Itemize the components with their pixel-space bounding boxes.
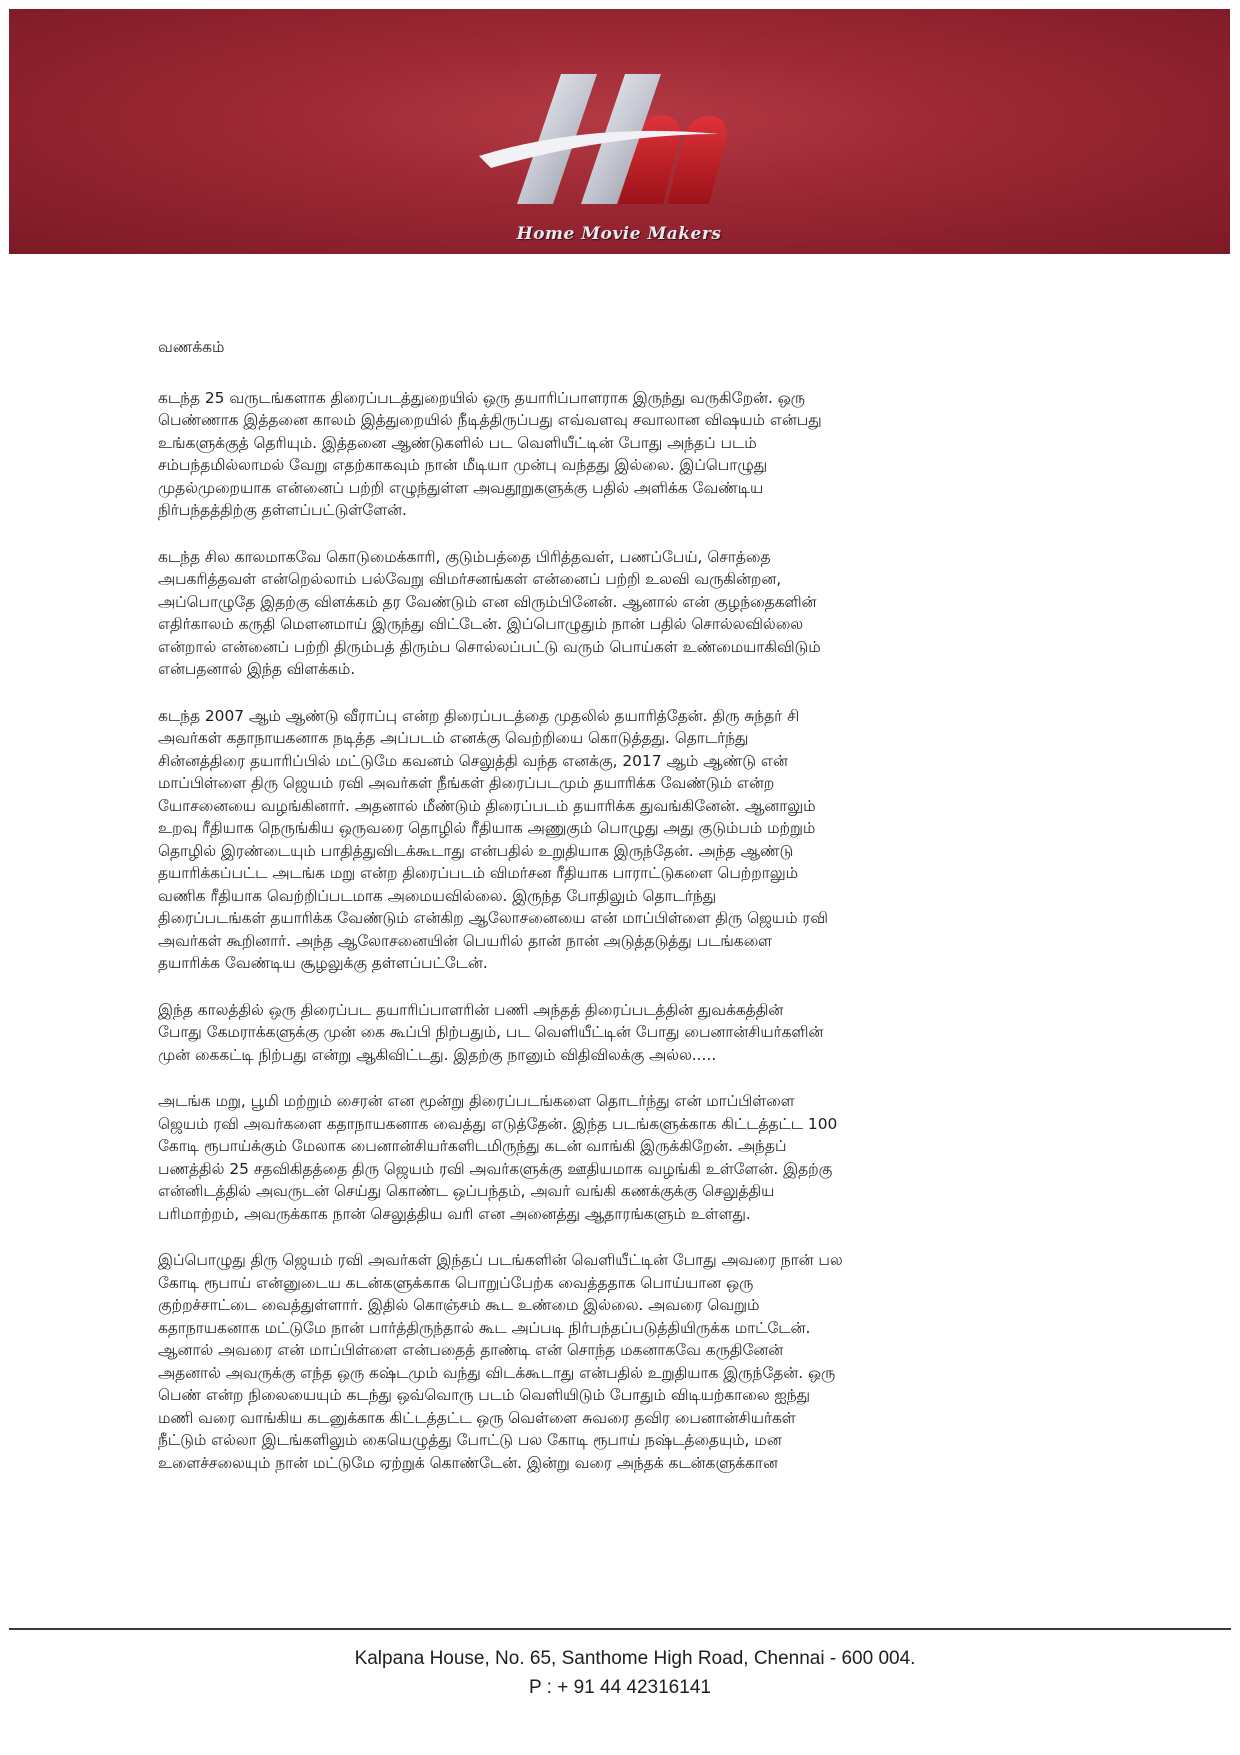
- footer-phone: P : + 91 44 42316141: [529, 1677, 711, 1698]
- text-line: முன் கைகட்டி நிற்பது என்று ஆகிவிட்டது. இதற்கு நானும் விதிவிலக்கு அல்ல.....: [158, 1045, 717, 1064]
- text-line: திரைப்படங்கள் தயாரிக்க வேண்டும் என்கிற ஆலோசனையை என் மாப்பிள்ளை திரு ஜெயம் ரவி: [158, 909, 828, 927]
- text-line: கதாநாயகனாக மட்டுமே நான் பார்த்திருந்தால் கூட அப்படி நிர்பந்தப்படுத்தியிருக்க மாட்டேன்.: [158, 1318, 811, 1337]
- text-line: என்பதனால் இந்த விளக்கம்.: [158, 660, 356, 678]
- text-line: ஜெயம் ரவி அவர்களை கதாநாயகனாக வைத்து எடுத்தேன். இந்த படங்களுக்காக கிட்டத்தட்ட 100: [158, 1114, 838, 1133]
- text-line: எதிர்காலம் கருதி மௌனமாய் இருந்து விட்டேன். இப்பொழுதும் நான் பதில் சொல்லவில்லை: [158, 615, 804, 633]
- brand-logo: [469, 64, 769, 254]
- paragraph: [158, 387, 1118, 522]
- salutation: வணக்கம்: [158, 338, 225, 356]
- text-line: ஆனால் அவரை என் மாப்பிள்ளை என்பதைத் தாண்டி என் சொந்த மகனாகவே கருதினேன்: [158, 1341, 784, 1359]
- text-line: கடந்த சில காலமாகவே கொடுமைக்காரி, குடும்பத்தை பிரித்தவள், பணப்பேய், சொத்தை: [158, 547, 771, 566]
- text-line: தயாரிக்கப்பட்ட அடங்க மறு என்ற திரைப்படம் விமர்சன ரீதியாக பாராட்டுகளை பெற்றாலும்: [158, 864, 799, 882]
- text-line: நிர்பந்தத்திற்கு தள்ளப்பட்டுள்ளேன்.: [158, 501, 407, 519]
- brand-name: Home Movie Makers: [516, 224, 722, 244]
- text-line: அபகரித்தவள் என்றெல்லாம் பல்வேறு விமர்சனங்கள் என்னைப் பற்றி உலவி வருகின்றன,: [158, 570, 782, 588]
- text-line: முதல்முறையாக என்னைப் பற்றி எழுந்துள்ள அவதூறுகளுக்கு பதில் அளிக்க வேண்டிய: [158, 478, 764, 497]
- text-line: அப்பொழுதே இதற்கு விளக்கம் தர வேண்டும் என விரும்பினேன். ஆனால் என் குழந்தைகளின்: [158, 592, 817, 611]
- text-line: உங்களுக்குத் தெரியும். இத்தனை ஆண்டுகளில் பட வெளியீட்டின் போது அந்தப் படம்: [158, 433, 757, 452]
- letter-body: [158, 336, 1118, 1498]
- header-banner: [9, 9, 1230, 254]
- text-line: உளைச்சலையும் நான் மட்டுமே ஏற்றுக் கொண்டேன். இன்று வரை அந்தக் கடன்களுக்கான: [158, 1453, 778, 1472]
- text-line: பெண் என்ற நிலையையும் கடந்து ஒவ்வொரு படம் வெளியிடும் போதும் விடியற்காலை ஐந்து: [158, 1386, 810, 1404]
- text-line: வணிக ரீதியாக வெற்றிப்படமாக அமையவில்லை. இருந்த போதிலும் தொடர்ந்து: [158, 886, 717, 905]
- text-line: யோசனையை வழங்கினார். அதனால் மீண்டும் திரைப்படம் தயாரிக்க துவங்கினேன். ஆனாலும்: [158, 796, 816, 815]
- text-line: என்றால் என்னைப் பற்றி திரும்பத் திரும்ப சொல்லப்பட்டு வரும் பொய்கள் உண்மையாகிவிடும்: [158, 637, 821, 656]
- text-line: தயாரிக்க வேண்டிய சூழலுக்கு தள்ளப்பட்டேன்.: [158, 954, 488, 972]
- paragraph: [158, 999, 1118, 1067]
- hmm-logo-icon: [469, 64, 769, 224]
- text-line: கடந்த 25 வருடங்களாக திரைப்படத்துறையில் ஒரு தயாரிப்பாளராக இருந்து வருகிறேன். ஒரு: [158, 388, 805, 407]
- text-line: அவர்கள் கதாநாயகனாக நடித்த அப்படம் எனக்கு வெற்றியை கொடுத்தது. தொடர்ந்து: [158, 729, 749, 747]
- text-line: மாப்பிள்ளை திரு ஜெயம் ரவி அவர்கள் நீங்கள் திரைப்படமும் தயாரிக்க வேண்டும் என்ற: [158, 774, 775, 792]
- text-line: இந்த காலத்தில் ஒரு திரைப்பட தயாரிப்பாளரின் பணி அந்தத் திரைப்படத்தின் துவக்கத்தின்: [158, 1000, 784, 1019]
- paragraph: [158, 1090, 1118, 1225]
- text-line: நீட்டும் எல்லா இடங்களிலும் கையெழுத்து போட்டு பல கோடி ரூபாய் நஷ்டத்தையும், மன: [158, 1431, 782, 1449]
- paragraph: [158, 1249, 1118, 1474]
- text-line: உறவு ரீதியாக நெருங்கிய ஒருவரை தொழில் ரீதியாக அணுகும் பொழுது அது குடும்பம் மற்றும்: [158, 819, 816, 837]
- text-line: போது கேமராக்களுக்கு முன் கை கூப்பி நிற்பதும், பட வெளியீட்டின் போது பைனான்சியர்களின்: [158, 1023, 824, 1041]
- text-line: இப்பொழுது திரு ஜெயம் ரவி அவர்கள் இந்தப் படங்களின் வெளியீட்டின் போது அவரை நான் பல: [158, 1251, 843, 1269]
- text-line: என்னிடத்தில் அவருடன் செய்து கொண்ட ஒப்பந்தம், அவர் வங்கி கணக்குக்கு செலுத்திய: [158, 1182, 775, 1200]
- text-line: கடந்த 2007 ஆம் ஆண்டு வீராப்பு என்ற திரைப்படத்தை முதலில் தயாரித்தேன். திரு சுந்தர் சி: [158, 706, 800, 725]
- footer-divider: [9, 1628, 1231, 1630]
- text-line: அவர்கள் கூறினார். அந்த ஆலோசனையின் பெயரில் தான் நான் அடுத்தடுத்து படங்களை: [158, 931, 773, 950]
- paragraph: [158, 705, 1118, 975]
- text-line: பணத்தில் 25 சதவிகிதத்தை திரு ஜெயம் ரவி அவர்களுக்கு ஊதியமாக வழங்கி உள்ளேன். இதற்கு: [158, 1159, 833, 1178]
- text-line: தொழில் இரண்டையும் பாதித்துவிடக்கூடாது என்பதில் உறுதியாக இருந்தேன். அந்த ஆண்டு: [158, 841, 794, 860]
- footer: [0, 1644, 1240, 1702]
- text-line: சின்னத்திரை தயாரிப்பில் மட்டுமே கவனம் செலுத்தி வந்த எனக்கு, 2017 ஆம் ஆண்டு என்: [158, 751, 788, 770]
- text-line: அடங்க மறு, பூமி மற்றும் சைரன் என மூன்று திரைப்படங்களை தொடர்ந்து என் மாப்பிள்ளை: [158, 1092, 795, 1110]
- text-line: கோடி ரூபாய்க்கும் மேலாக பைனான்சியர்களிடமிருந்து கடன் வாங்கி இருக்கிறேன். அந்தப்: [158, 1137, 787, 1155]
- text-line: அதனால் அவருக்கு எந்த ஒரு கஷ்டமும் வந்து விடக்கூடாது என்பதில் உறுதியாக இருந்தேன். ஒரு: [158, 1363, 836, 1382]
- text-line: கோடி ரூபாய் என்னுடைய கடன்களுக்காக பொறுப்பேற்க வைத்ததாக பொய்யான ஒரு: [158, 1273, 754, 1292]
- text-line: குற்றச்சாட்டை வைத்துள்ளார். இதில் கொஞ்சம் கூட உண்மை இல்லை. அவரை வெறும்: [158, 1296, 760, 1314]
- text-line: பரிமாற்றம், அவருக்காக நான் செலுத்திய வரி என அனைத்து ஆதாரங்களும் உள்ளது.: [158, 1204, 751, 1223]
- footer-address: Kalpana House, No. 65, Santhome High Road, Chennai - 600 004.: [354, 1648, 916, 1669]
- text-line: சம்பந்தமில்லாமல் வேறு எதற்காகவும் நான் மீடியா முன்பு வந்தது இல்லை. இப்பொழுது: [158, 456, 768, 474]
- paragraph: [158, 546, 1118, 681]
- text-line: பெண்ணாக இத்தனை காலம் இத்துறையில் நீடித்திருப்பது எவ்வளவு சவாலான விஷயம் என்பது: [158, 411, 822, 429]
- text-line: மணி வரை வாங்கிய கடனுக்காக கிட்டத்தட்ட ஒரு வெள்ளை சுவரை தவிர பைனான்சியர்கள்: [158, 1408, 796, 1427]
